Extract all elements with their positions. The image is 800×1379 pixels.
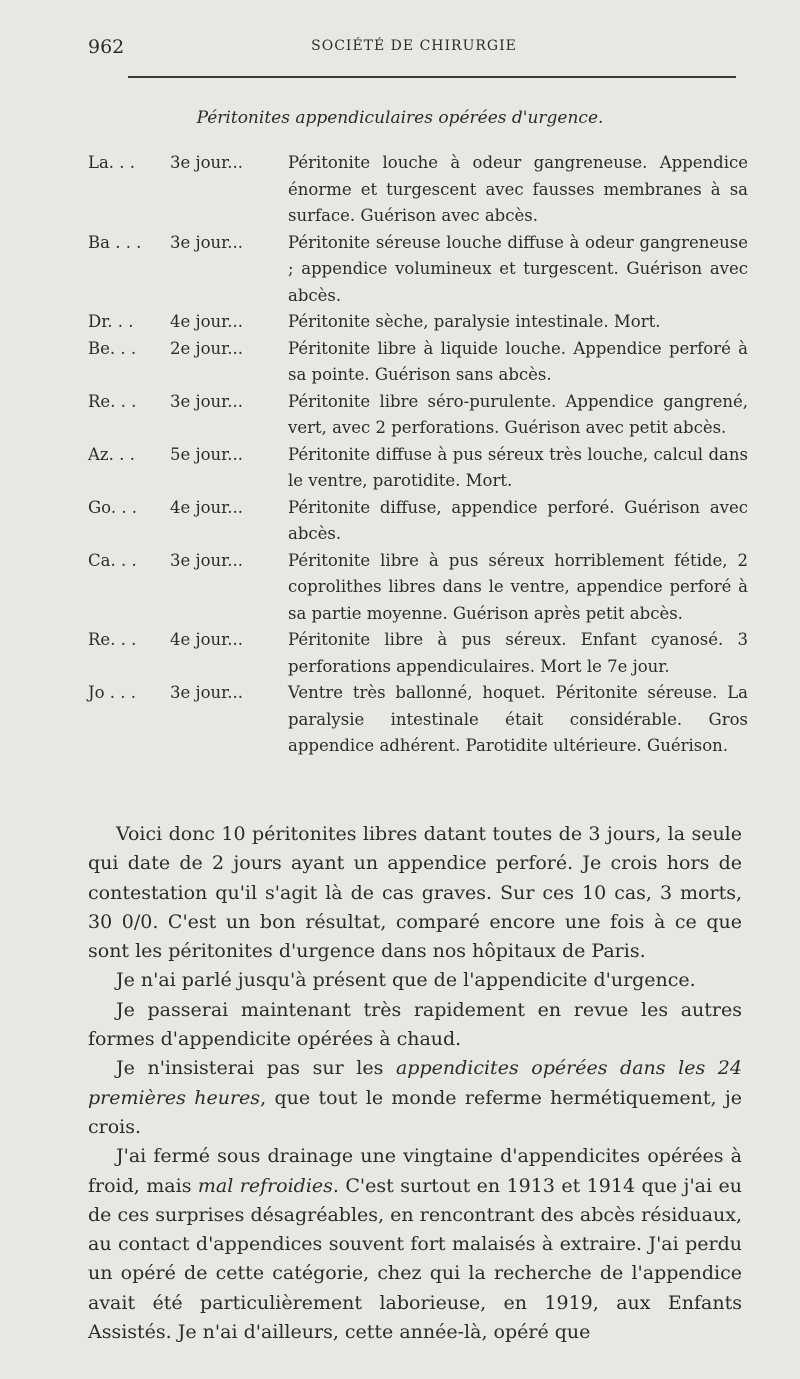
- case-patient: Re. . .: [88, 630, 137, 649]
- case-patient: Go. . .: [88, 497, 138, 517]
- case-description: Péritonite libre à pus séreux horriblement fétide, 2 coprolithes libres dans le ventre, appendice perforé à sa partie moyenne. Guérison après petit abcès.: [288, 550, 748, 623]
- running-title: SOCIÉTÉ DE CHIRURGIE: [311, 38, 517, 54]
- case-day: 4e jour...: [170, 497, 243, 517]
- case-day: 3e jour...: [170, 550, 243, 570]
- emphasis-text: appendicites opérées dans les 24 premières heures: [88, 1057, 742, 1109]
- case-day: 3e jour...: [170, 683, 243, 702]
- paragraph-text: . C'est surtout en 1913 et 1914 que j'ai eu de ces surprises désagréables, en rencontrant des abcès résiduaux, au contact d'appendices souvent fort malaisés à extraire. J'ai perdu un opéré de cette catégorie, chez qui la recherche de l'appendice avait été particulièrement laborieuse, en 1919, aux Enfants Assistés. Je n'ai d'ailleurs, cette année-là, opéré que: [88, 1174, 742, 1344]
- case-day: 4e jour...: [170, 312, 243, 331]
- case-patient: Dr. . .: [88, 312, 134, 331]
- case-day: 4e jour...: [170, 630, 243, 649]
- section-title: Péritonites appendiculaires opérées d'urgence.: [196, 108, 604, 128]
- case-patient: La. . .: [88, 153, 136, 172]
- paragraph-text: , que tout le monde referme hermétiquement, je crois.: [88, 1086, 742, 1138]
- case-description: Péritonite louche à odeur gangreneuse. Appendice énorme et turgescent avec fausses membranes à sa surface. Guérison avec abcès.: [288, 153, 748, 225]
- paragraph-text: J'ai fermé sous drainage une vingtaine d'appendicites opérées à froid, mais: [88, 1145, 742, 1197]
- case-item: [88, 442, 748, 495]
- case-item: [88, 309, 748, 336]
- case-description: Péritonite libre séro-purulente. Appendice gangrené, vert, avec 2 perforations. Guérison avec petit abcès.: [288, 391, 748, 437]
- case-day: 3e jour...: [170, 232, 243, 252]
- paragraph: [88, 1142, 742, 1347]
- case-description: Péritonite libre à pus séreux. Enfant cyanosé. 3 perforations appendiculaires. Mort le 7e jour.: [288, 630, 748, 676]
- case-description: Péritonite sèche, paralysie intestinale. Mort.: [288, 312, 661, 331]
- case-patient: Ba . . .: [88, 232, 142, 252]
- page-header: [88, 36, 740, 62]
- case-item: [88, 495, 748, 548]
- paragraph: Je passerai maintenant très rapidement en revue les autres formes d'appendicite opérées à chaud.: [88, 998, 742, 1051]
- case-patient: Re. . .: [88, 391, 137, 411]
- case-description: Péritonite libre à liquide louche. Appendice perforé à sa pointe. Guérison sans abcès.: [288, 338, 748, 384]
- case-description: Ventre très ballonné, hoquet. Péritonite séreuse. La paralysie intestinale était considérable. Gros appendice adhérent. Parotidite ultérieure. Guérison.: [288, 683, 748, 755]
- case-day: 5e jour...: [170, 444, 243, 464]
- case-patient: Jo . . .: [88, 683, 137, 702]
- case-item: [88, 627, 748, 680]
- paragraph-text: Je n'insisterai pas sur les: [116, 1057, 396, 1080]
- case-day: 2e jour...: [170, 338, 243, 358]
- case-list: [88, 150, 748, 760]
- case-item: [88, 389, 748, 442]
- case-item: [88, 150, 748, 230]
- paragraph: [88, 1054, 742, 1142]
- case-description: Péritonite séreuse louche diffuse à odeur gangreneuse ; appendice volumineux et turgescent. Guérison avec abcès.: [288, 232, 748, 305]
- case-day: 3e jour...: [170, 391, 243, 411]
- case-item: [88, 548, 748, 628]
- case-item: [88, 336, 748, 389]
- case-item: [88, 230, 748, 310]
- emphasis-text: mal refroidies: [197, 1174, 333, 1197]
- case-day: 3e jour...: [170, 153, 243, 172]
- case-patient: Be. . .: [88, 338, 137, 358]
- case-patient: Ca. . .: [88, 550, 137, 570]
- case-patient: Az. . .: [88, 444, 135, 464]
- paragraph: Je n'ai parlé jusqu'à présent que de l'appendicite d'urgence.: [116, 969, 696, 992]
- page-number: 962: [88, 36, 125, 58]
- paragraph: Voici donc 10 péritonites libres datant toutes de 3 jours, la seule qui date de 2 jours ayant un appendice perforé. Je crois hors de contestation qu'il s'agit là de cas graves. Sur ces 10 cas, 3 morts, 30 0/0. C'est un bon résultat, comparé encore une fois à ce que sont les péritonites d'urgence dans nos hôpitaux de Paris.: [88, 823, 742, 963]
- case-description: Péritonite diffuse à pus séreux très louche, calcul dans le ventre, parotidite. Mort.: [288, 444, 748, 490]
- case-description: Péritonite diffuse, appendice perforé. Guérison avec abcès.: [288, 497, 748, 543]
- body-text: [88, 820, 742, 1347]
- case-item: [88, 680, 748, 760]
- header-rule: [128, 76, 736, 78]
